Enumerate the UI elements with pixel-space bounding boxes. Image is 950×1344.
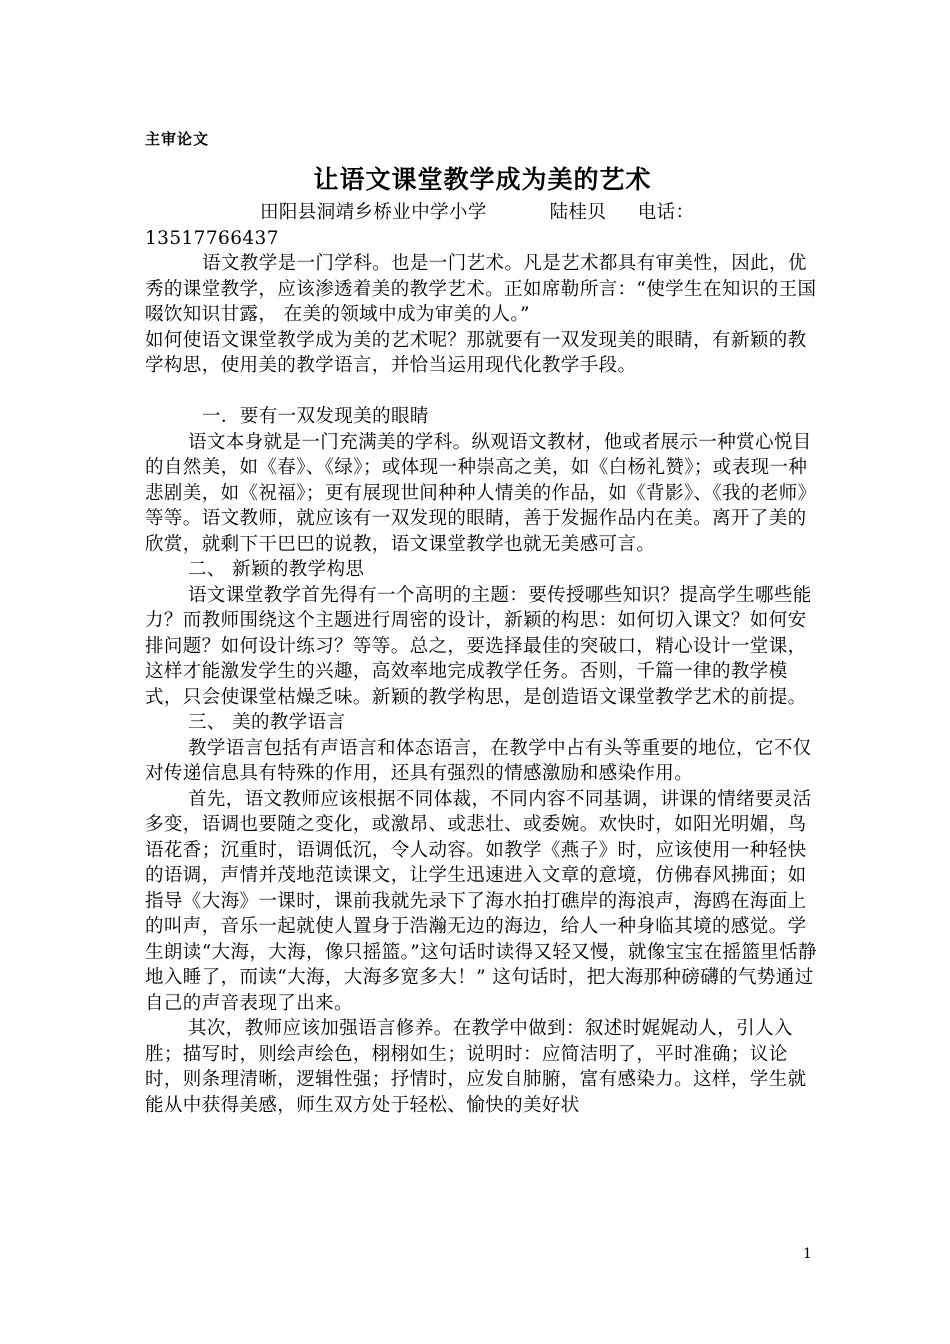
section-3-paragraph-1: 教学语言包括有声语言和体态语言，在教学中占有头等重要的地位，它不仅对传递信息具有特殊的作用，还具有强烈的情感激励和感染作用。 <box>145 737 812 784</box>
document-title: 让语文课堂教学成为美的艺术 <box>313 165 652 194</box>
blank-line <box>145 379 820 405</box>
phone-number: 13517766437 <box>145 227 279 249</box>
section-3-paragraph-2: 首先，语文教师应该根据不同体裁，不同内容不同基调，讲课的情绪要灵活多变，语调也要随之变化，或激昂、或悲壮、或委婉。欢快时，如阳光明媚，鸟语花香；沉重时，语调低沉，令人动容。如教学《燕子》时，应该使用一种轻快的语调，声情并茂地范读课文，让学生迅速进入文章的意境，仿佛春风拂面；如指导《大海》一课时，课前我就先录下了海水拍打礁岸的海浪声，海鸥在海面上的叫声，音乐一起就使人置身于浩瀚无边的海边，给人一种身临其境的感觉。学生朗读“大海，大海，像只摇篮。”这句话时读得又轻又慢，就像宝宝在摇篮里恬静地入睡了，而读“大海，大海多宽多大！” 这句话时，把大海那种磅礴的气势通过自己的声音表现了出来。 <box>145 788 817 1014</box>
section-heading-3: 三、 美的教学语言 <box>188 712 346 733</box>
section-1-paragraph-1: 语文本身就是一门充满美的学科。纵观语文教材，他或者展示一种赏心悦目的自然美，如《春》、《绿》；或体现一种崇高之美，如《白杨礼赞》；或表现一种悲剧美，如《祝福》；更有展现世间种种人情美的作品，如《背影》、《我的老师》等等。语文教师，就应该有一双发现的眼睛，善于发掘作品内在美。离开了美的欣赏，就剩下干巴巴的说教，语文课堂教学也就无美感可言。 <box>145 431 817 555</box>
intro-paragraph-2: 如何使语文课堂教学成为美的艺术呢？那就要有一双发现美的眼睛，有新颖的教学构思，使用美的教学语言，并恰当运用现代化教学手段。 <box>145 329 807 376</box>
document-body <box>145 200 820 1118</box>
section-heading-1: 一．要有一双发现美的眼睛 <box>202 406 429 427</box>
author-line: 田阳县洞靖乡桥业中学小学 陆桂贝 电话： <box>260 202 695 223</box>
section-2-paragraph-1: 语文课堂教学首先得有一个高明的主题：要传授哪些知识？提高学生哪些能力？而教师围绕这个主题进行周密的设计，新颖的构思：如何切入课文？如何安排问题？如何设计练习？等等。总之，要选择最佳的突破口，精心设计一堂课，这样才能激发学生的兴趣，高效率地完成教学任务。否则，千篇一律的教学模式，只会使课堂枯燥乏味。新颖的教学构思，是创造语文课堂教学艺术的前提。 <box>145 584 812 708</box>
section-heading-2: 二、 新颖的教学构思 <box>188 559 365 580</box>
document-label: 主审论文 <box>145 130 210 148</box>
section-3-paragraph-3: 其次，教师应该加强语言修养。在教学中做到：叙述时娓娓动人，引人入胜；描写时，则绘声绘色，栩栩如生；说明时：应简洁明了，平时准确；议论时，则条理清晰，逻辑性强；抒情时，应发自肺腑，富有感染力。这样，学生就能从中获得美感，师生双方处于轻松、愉快的美好状 <box>145 1018 807 1116</box>
page-number: 1 <box>803 1246 812 1262</box>
intro-paragraph-1: 语文教学是一门学科。也是一门艺术。凡是艺术都具有审美性，因此，优秀的课堂教学，应该渗透着美的教学艺术。正如席勒所言：“使学生在知识的王国啜饮知识甘露， 在美的领域中成为审美的人。” <box>145 253 817 325</box>
